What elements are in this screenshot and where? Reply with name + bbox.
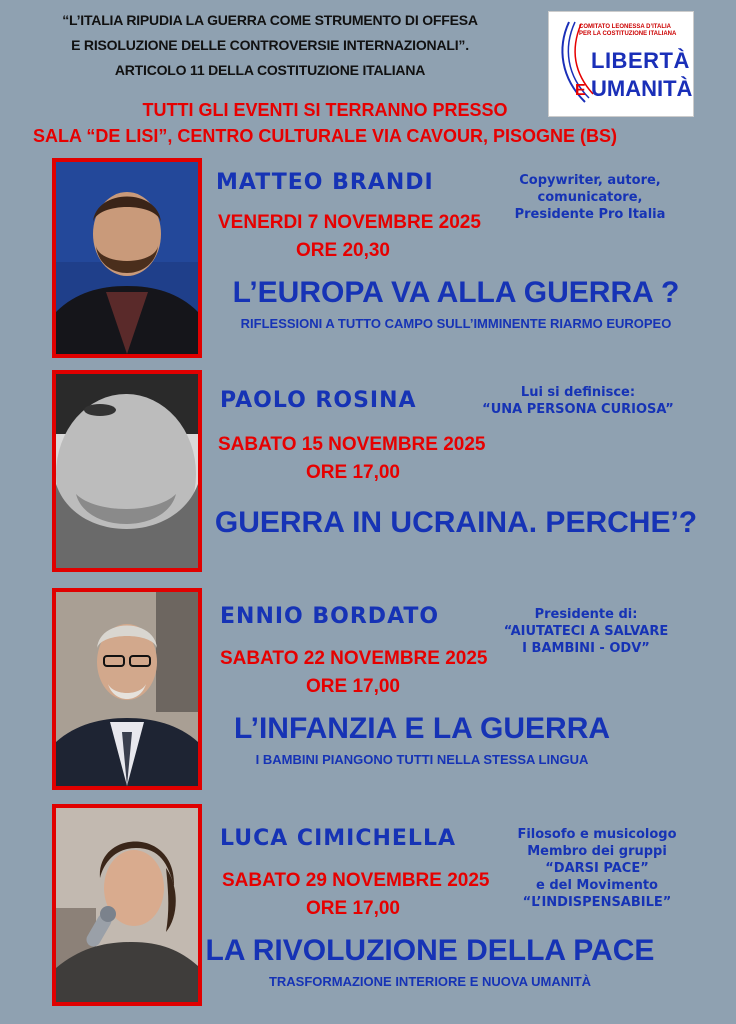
event-date: SABATO 29 NOVEMBRE 2025 bbox=[222, 870, 490, 891]
venue-line-1: TUTTI GLI EVENTI SI TERRANNO PRESSO bbox=[142, 100, 508, 120]
venue-line-2: SALA “DE LISI”, CENTRO CULTURALE VIA CAVOUR, PISOGNE (BS) bbox=[32, 126, 617, 146]
event-title: L’EUROPA VA ALLA GUERRA ? bbox=[232, 276, 680, 309]
speaker-role: Presidente di: “AIUTATECI A SALVARE I BAMBINI - ODV” bbox=[503, 607, 669, 656]
event-time: ORE 17,00 bbox=[306, 676, 400, 697]
speaker-role: Copywriter, autore, comunicatore, Presidente Pro Italia bbox=[514, 173, 666, 222]
speaker-role: Lui si definisce: “UNA PERSONA CURIOSA” bbox=[482, 385, 674, 417]
event-time: ORE 17,00 bbox=[306, 898, 400, 919]
event-date: SABATO 15 NOVEMBRE 2025 bbox=[218, 434, 486, 455]
speaker-name: ENNIO BORDATO bbox=[220, 604, 440, 629]
event-time: ORE 17,00 bbox=[306, 462, 400, 483]
logo-word-e: E bbox=[575, 82, 586, 99]
speaker-name: MATTEO BRANDI bbox=[216, 170, 434, 195]
constitution-quote-line-2: E RISOLUZIONE DELLE CONTROVERSIE INTERNAZIONALI”. bbox=[71, 37, 469, 53]
constitution-quote-line-1: “L’ITALIA RIPUDIA LA GUERRA COME STRUMENTO DI OFFESA bbox=[62, 12, 478, 28]
logo-word-liberta: LIBERTÀ bbox=[591, 48, 690, 73]
speaker-role: Filosofo e musicologo Membro dei gruppi “DARSI PACE” e del Movimento “L’INDISPENSABILE” bbox=[517, 827, 677, 910]
speaker-photo-matteo-brandi bbox=[52, 158, 202, 358]
speaker-photo-paolo-rosina bbox=[52, 370, 202, 572]
speaker-name: LUCA CIMICHELLA bbox=[220, 826, 456, 851]
logo-committee-text: COMITATO LEONESSA D’ITALIA PER LA COSTITUZIONE ITALIANA bbox=[579, 24, 677, 37]
event-subtitle: RIFLESSIONI A TUTTO CAMPO SULL’IMMINENTE RIARMO EUROPEO bbox=[240, 316, 672, 331]
event-subtitle: I BAMBINI PIANGONO TUTTI NELLA STESSA LINGUA bbox=[255, 752, 589, 767]
constitution-article-reference: ARTICOLO 11 DELLA COSTITUZIONE ITALIANA bbox=[114, 62, 426, 78]
event-title: LA RIVOLUZIONE DELLA PACE bbox=[205, 934, 655, 967]
logo-word-umanita: UMANITÀ bbox=[591, 76, 693, 101]
event-title: L’INFANZIA E LA GUERRA bbox=[233, 712, 611, 745]
event-title: GUERRA IN UCRAINA. PERCHE’? bbox=[214, 506, 698, 539]
event-date: VENERDI 7 NOVEMBRE 2025 bbox=[218, 212, 481, 233]
event-time: ORE 20,30 bbox=[296, 240, 390, 261]
event-subtitle: TRASFORMAZIONE INTERIORE E NUOVA UMANITÀ bbox=[268, 974, 592, 989]
liberta-umanita-logo bbox=[548, 11, 694, 117]
speaker-name: PAOLO ROSINA bbox=[220, 388, 417, 413]
event-date: SABATO 22 NOVEMBRE 2025 bbox=[220, 648, 488, 669]
